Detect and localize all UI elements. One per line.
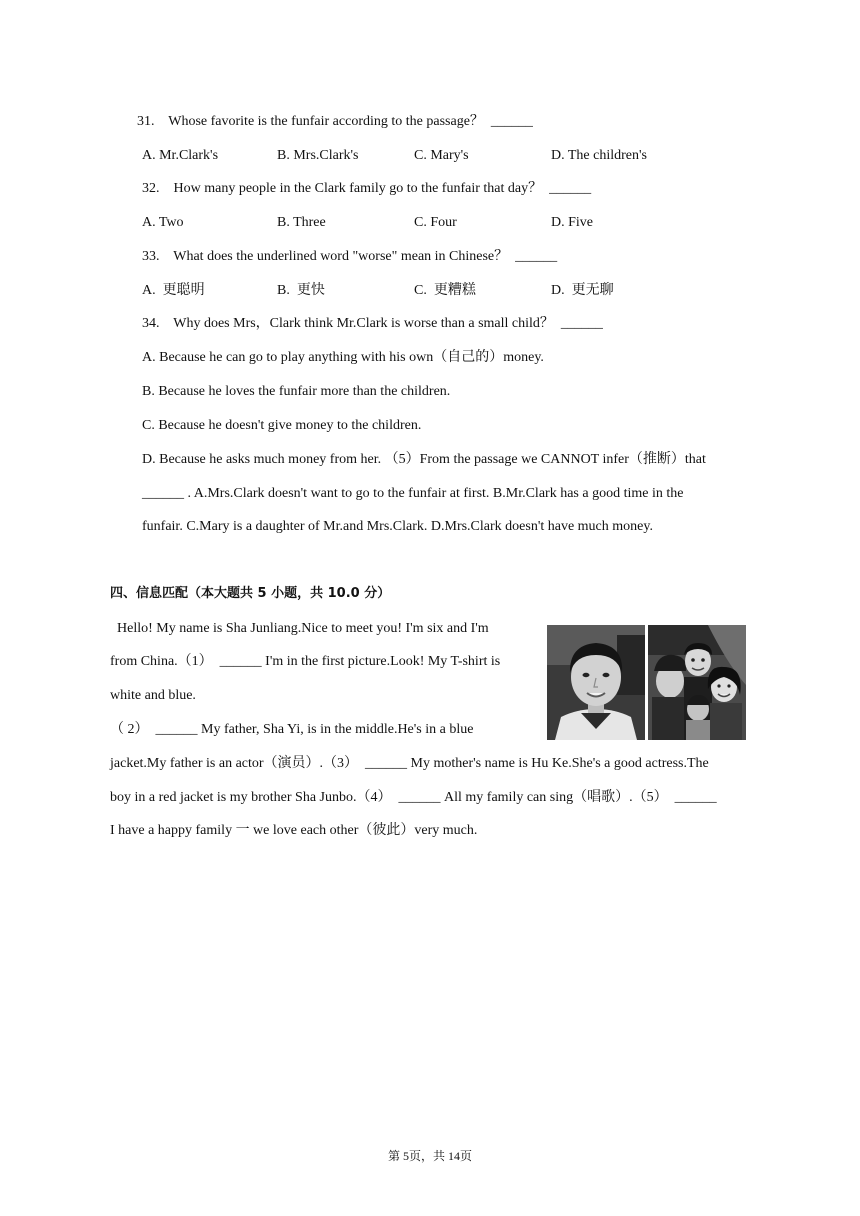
question-33-option-d: D. 更无聊 bbox=[551, 283, 614, 298]
family-portrait-image bbox=[648, 625, 746, 740]
passage-line-4: （ 2） ______ My father, Sha Yi, is in the middle.He's in a blue bbox=[110, 722, 474, 737]
question-32-option-c: C. Four bbox=[414, 215, 457, 230]
boy-photo bbox=[547, 625, 645, 740]
question-33-option-a: A. 更聪明 bbox=[142, 283, 205, 298]
passage-line-5: jacket.My father is an actor（演员）.（3） ______ My mother's name is Hu Ke.She's a good actress.The bbox=[110, 756, 709, 771]
question-34-option-d: D. Because he asks much money from her. （5）From the passage we CANNOT infer（推断）that bbox=[142, 452, 706, 467]
question-34-stem: 34. Why does Mrs，Clark think Mr.Clark is worse than a small child？ ______ bbox=[142, 316, 603, 331]
question-32-option-d: D. Five bbox=[551, 215, 593, 230]
question-33-option-c: C. 更糟糕 bbox=[414, 283, 476, 298]
passage-line-1: Hello! My name is Sha Junliang.Nice to meet you! I'm six and I'm bbox=[110, 621, 489, 636]
question-32-option-b: B. Three bbox=[277, 215, 326, 230]
question-34-option-b: B. Because he loves the funfair more than the children. bbox=[142, 384, 451, 399]
passage-line-3: white and blue. bbox=[110, 688, 196, 703]
question-32-option-a: A. Two bbox=[142, 215, 184, 230]
family-photo bbox=[648, 625, 746, 740]
question-34-option-a: A. Because he can go to play anything with his own（自己的）money. bbox=[142, 350, 544, 365]
question-35-text-cont: funfair. C.Mary is a daughter of Mr.and Mrs.Clark. D.Mrs.Clark doesn't have much money. bbox=[142, 519, 653, 534]
question-31-option-d: D. The children's bbox=[551, 148, 647, 163]
passage-line-2: from China.（1） ______ I'm in the first picture.Look! My T-shirt is bbox=[110, 654, 501, 669]
question-34-option-c: C. Because he doesn't give money to the children. bbox=[142, 418, 422, 433]
question-31-option-a: A. Mr.Clark's bbox=[142, 148, 219, 163]
question-31-option-b: B. Mrs.Clark's bbox=[277, 148, 359, 163]
passage-line-6: boy in a red jacket is my brother Sha Junbo.（4） ______ All my family can sing（唱歌）.（5） ______ bbox=[110, 790, 717, 805]
page-number-footer: 第 5页，共 14页 bbox=[387, 1149, 472, 1163]
question-33-stem: 33. What does the underlined word "worse" mean in Chinese？ ______ bbox=[142, 249, 558, 264]
question-31-option-c: C. Mary's bbox=[414, 148, 469, 163]
question-31-stem: 31. Whose favorite is the funfair according to the passage？ ______ bbox=[137, 114, 533, 129]
question-33-option-b: B. 更快 bbox=[277, 283, 325, 298]
section-4-heading: 四、信息匹配（本大题共 5 小题，共 10.0 分） bbox=[110, 586, 391, 601]
question-32-stem: 32. How many people in the Clark family go to the funfair that day？ ______ bbox=[142, 181, 592, 196]
boy-portrait-image bbox=[547, 625, 645, 740]
question-35-text: ______ . A.Mrs.Clark doesn't want to go to the funfair at first. B.Mr.Clark has a good time in the bbox=[142, 486, 684, 501]
passage-line-7: I have a happy family 一 we love each other（彼此）very much. bbox=[110, 823, 478, 838]
